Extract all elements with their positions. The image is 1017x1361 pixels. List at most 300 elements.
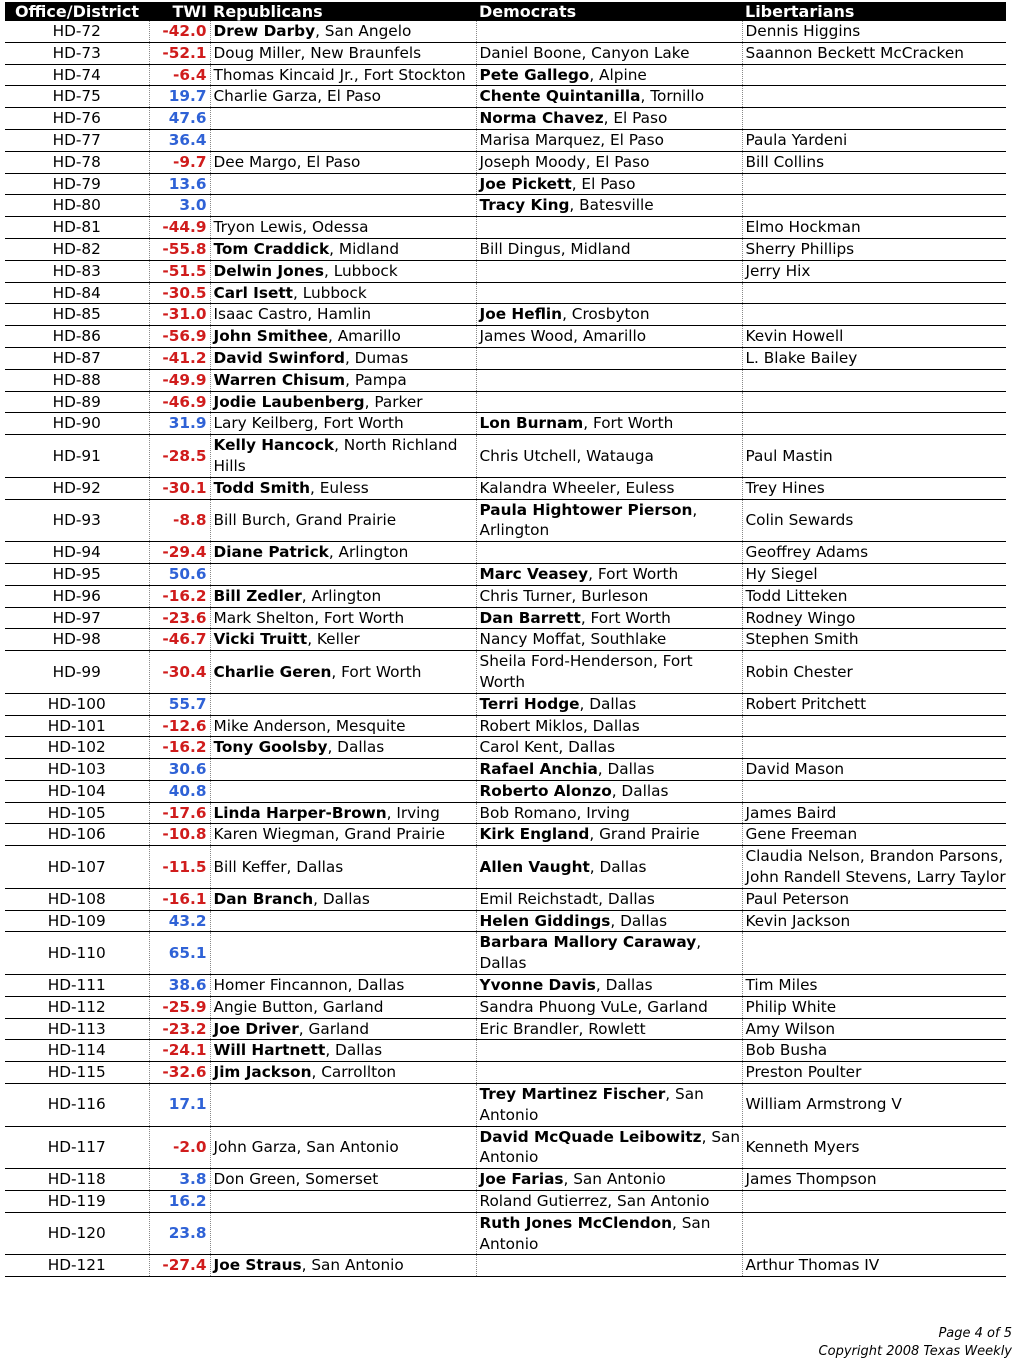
libertarian-cell: Kevin Jackson (742, 910, 1006, 932)
candidate-text: Thomas Kincaid Jr., Fort Stockton (213, 65, 466, 84)
district-cell: HD-113 (5, 1018, 149, 1040)
candidate-text: , Dallas (325, 1041, 383, 1060)
twi-cell: -17.6 (149, 802, 210, 824)
candidate-text: Isaac Castro, Hamlin (213, 305, 372, 324)
candidate-text: , Alpine (589, 65, 647, 84)
democrat-cell (476, 217, 742, 239)
district-cell: HD-89 (5, 391, 149, 413)
incumbent-name: Kirk England (479, 825, 590, 844)
incumbent-name: Paula Hightower Pierson (479, 500, 693, 519)
table-row (5, 1169, 1006, 1191)
republican-cell (210, 563, 476, 585)
district-cell: HD-100 (5, 693, 149, 715)
democrat-cell (476, 151, 742, 173)
district-cell: HD-103 (5, 759, 149, 781)
twi-cell: 50.6 (149, 563, 210, 585)
libertarian-cell: Dennis Higgins (742, 21, 1006, 42)
candidate-text: Charlie Garza, El Paso (213, 87, 381, 106)
democrat-cell (476, 477, 742, 499)
libertarian-cell (742, 64, 1006, 86)
district-cell: HD-102 (5, 737, 149, 759)
republican-cell (210, 932, 476, 975)
candidate-text: Bob Romano, Irving (479, 803, 630, 822)
republican-cell (210, 151, 476, 173)
twi-cell: -23.6 (149, 607, 210, 629)
candidate-text: , Dallas (589, 857, 647, 876)
district-cell: HD-112 (5, 996, 149, 1018)
district-cell: HD-114 (5, 1040, 149, 1062)
republican-cell (210, 1040, 476, 1062)
democrat-cell (476, 369, 742, 391)
republican-cell (210, 304, 476, 326)
democrat-cell (476, 1084, 742, 1127)
democrat-cell (476, 129, 742, 151)
twi-cell: -24.1 (149, 1040, 210, 1062)
candidate-text: Chris Turner, Burleson (479, 586, 649, 605)
candidate-text: , El Paso (571, 174, 636, 193)
incumbent-name: Chente Quintanilla (479, 87, 641, 106)
candidate-text: Dee Margo, El Paso (213, 152, 361, 171)
district-cell: HD-104 (5, 780, 149, 802)
district-cell: HD-82 (5, 238, 149, 260)
incumbent-name: Linda Harper-Brown (213, 803, 387, 822)
candidate-text: , Tornillo (640, 87, 705, 106)
incumbent-name: Ruth Jones McClendon (479, 1213, 672, 1232)
republican-cell (210, 846, 476, 889)
libertarian-cell: James Thompson (742, 1169, 1006, 1191)
democrat-cell (476, 304, 742, 326)
candidate-text: , Arlington (479, 500, 698, 540)
table-row (5, 1126, 1006, 1169)
republican-cell (210, 435, 476, 478)
democrat-cell (476, 996, 742, 1018)
table-row (5, 802, 1006, 824)
democrat-cell (476, 737, 742, 759)
republican-cell (210, 1018, 476, 1040)
libertarian-cell: James Baird (742, 802, 1006, 824)
libertarian-cell: Tim Miles (742, 975, 1006, 997)
democrat-cell (476, 693, 742, 715)
democrat-cell (476, 64, 742, 86)
incumbent-name: Joe Farias (479, 1170, 564, 1189)
republican-cell (210, 715, 476, 737)
libertarian-cell (742, 391, 1006, 413)
democrat-cell (476, 413, 742, 435)
table-row (5, 391, 1006, 413)
twi-cell: -27.4 (149, 1255, 210, 1277)
libertarian-cell: Bob Busha (742, 1040, 1006, 1062)
district-cell: HD-118 (5, 1169, 149, 1191)
democrat-cell (476, 1212, 742, 1255)
table-row (5, 217, 1006, 239)
district-cell: HD-94 (5, 542, 149, 564)
candidate-text: Karen Wiegman, Grand Prairie (213, 825, 446, 844)
twi-cell: -30.4 (149, 651, 210, 694)
libertarian-cell: Elmo Hockman (742, 217, 1006, 239)
republican-cell (210, 888, 476, 910)
district-cell: HD-87 (5, 347, 149, 369)
table-row (5, 932, 1006, 975)
democrat-cell (476, 1255, 742, 1277)
libertarian-cell (742, 1212, 1006, 1255)
page-number: Page 4 of 5 (938, 1326, 1012, 1341)
democrat-cell (476, 499, 742, 542)
header-democrats: Democrats (476, 2, 742, 21)
candidate-text: , Dallas (579, 694, 637, 713)
table-row (5, 693, 1006, 715)
libertarian-cell: Claudia Nelson, Brandon Parsons, John Randell Stevens, Larry Taylor (742, 846, 1006, 889)
table-row (5, 737, 1006, 759)
candidate-text: , Dallas (479, 933, 702, 973)
libertarian-cell: Robert Pritchett (742, 693, 1006, 715)
header-libertarians: Libertarians (742, 2, 1006, 21)
candidate-text: Nancy Moffat, Southlake (479, 630, 667, 649)
republican-cell (210, 1169, 476, 1191)
democrat-cell (476, 759, 742, 781)
twi-cell: -11.5 (149, 846, 210, 889)
district-cell: HD-108 (5, 888, 149, 910)
incumbent-name: Trey Martinez Fischer (479, 1085, 666, 1104)
twi-cell: -30.5 (149, 282, 210, 304)
district-cell: HD-117 (5, 1126, 149, 1169)
libertarian-cell (742, 108, 1006, 130)
candidate-text: Marisa Marquez, El Paso (479, 130, 664, 149)
candidate-text: Lary Keilberg, Fort Worth (213, 414, 404, 433)
incumbent-name: Joe Pickett (479, 174, 572, 193)
democrat-cell (476, 108, 742, 130)
democrat-cell (476, 86, 742, 108)
candidate-text: Doug Miller, New Braunfels (213, 43, 422, 62)
candidate-text: Kalandra Wheeler, Euless (479, 478, 675, 497)
twi-cell: -30.1 (149, 477, 210, 499)
twi-cell: 40.8 (149, 780, 210, 802)
candidate-text: , Dallas (597, 760, 655, 779)
district-cell: HD-78 (5, 151, 149, 173)
twi-cell: 19.7 (149, 86, 210, 108)
republican-cell (210, 542, 476, 564)
district-cell: HD-73 (5, 42, 149, 64)
twi-cell: 65.1 (149, 932, 210, 975)
democrat-cell (476, 238, 742, 260)
twi-cell: -2.0 (149, 1126, 210, 1169)
candidate-text: , Fort Worth (331, 662, 422, 681)
candidate-text: , Amarillo (327, 327, 401, 346)
republican-cell (210, 391, 476, 413)
candidate-text: , North Richland Hills (213, 436, 458, 475)
democrat-cell (476, 1040, 742, 1062)
twi-cell: -42.0 (149, 21, 210, 42)
table-row (5, 629, 1006, 651)
district-cell: HD-119 (5, 1191, 149, 1213)
table-row (5, 435, 1006, 478)
democrat-cell (476, 391, 742, 413)
candidate-text: , Lubbock (292, 283, 367, 302)
district-cell: HD-106 (5, 824, 149, 846)
libertarian-cell: David Mason (742, 759, 1006, 781)
democrat-cell (476, 326, 742, 348)
republican-cell (210, 996, 476, 1018)
incumbent-name: Dan Branch (213, 889, 314, 908)
twi-cell: -31.0 (149, 304, 210, 326)
incumbent-name: Yvonne Davis (479, 976, 596, 995)
incumbent-name: John Smithee (213, 327, 328, 346)
incumbent-name: Jodie Laubenberg (213, 392, 365, 411)
incumbent-name: Lon Burnam (479, 414, 584, 433)
libertarian-cell: Paula Yardeni (742, 129, 1006, 151)
incumbent-name: Diane Patrick (213, 543, 329, 562)
table-row (5, 86, 1006, 108)
republican-cell (210, 737, 476, 759)
republican-cell (210, 1062, 476, 1084)
district-cell: HD-95 (5, 563, 149, 585)
republican-cell (210, 42, 476, 64)
twi-cell: -44.9 (149, 217, 210, 239)
table-row (5, 910, 1006, 932)
twi-cell: -16.2 (149, 585, 210, 607)
incumbent-name: Vicki Truitt (213, 630, 308, 649)
table-row (5, 1062, 1006, 1084)
republican-cell (210, 21, 476, 42)
republican-cell (210, 195, 476, 217)
democrat-cell (476, 780, 742, 802)
twi-cell: 43.2 (149, 910, 210, 932)
candidate-text: Tryon Lewis, Odessa (213, 218, 369, 237)
candidate-text: , Dumas (344, 348, 409, 367)
libertarian-cell: Rodney Wingo (742, 607, 1006, 629)
district-cell: HD-85 (5, 304, 149, 326)
republican-cell (210, 173, 476, 195)
twi-cell: -8.8 (149, 499, 210, 542)
district-cell: HD-96 (5, 585, 149, 607)
republican-cell (210, 1126, 476, 1169)
twi-cell: -52.1 (149, 42, 210, 64)
twi-cell: 17.1 (149, 1084, 210, 1127)
candidate-text: , San Antonio (301, 1256, 404, 1275)
candidate-text: Joseph Moody, El Paso (479, 152, 650, 171)
twi-cell: -41.2 (149, 347, 210, 369)
table-row (5, 64, 1006, 86)
libertarian-cell: William Armstrong V (742, 1084, 1006, 1127)
candidate-text: Emil Reichstadt, Dallas (479, 889, 655, 908)
incumbent-name: Todd Smith (213, 478, 311, 497)
header-district: Office/District (5, 2, 149, 21)
incumbent-name: Joe Heflin (479, 305, 563, 324)
democrat-cell (476, 1062, 742, 1084)
twi-cell: -16.2 (149, 737, 210, 759)
twi-cell: -55.8 (149, 238, 210, 260)
republican-cell (210, 585, 476, 607)
candidate-text: Bill Burch, Grand Prairie (213, 510, 397, 529)
republican-cell (210, 802, 476, 824)
twi-cell: -46.7 (149, 629, 210, 651)
table-row (5, 846, 1006, 889)
table-row (5, 499, 1006, 542)
candidate-text: Mike Anderson, Mesquite (213, 716, 406, 735)
district-cell: HD-93 (5, 499, 149, 542)
district-cell: HD-83 (5, 260, 149, 282)
republican-cell (210, 369, 476, 391)
candidate-text: , Garland (298, 1019, 370, 1038)
district-cell: HD-72 (5, 21, 149, 42)
libertarian-cell: Amy Wilson (742, 1018, 1006, 1040)
republican-cell (210, 326, 476, 348)
incumbent-name: David McQuade Leibowitz (479, 1127, 702, 1146)
table-row (5, 975, 1006, 997)
twi-cell: -29.4 (149, 542, 210, 564)
libertarian-cell: Todd Litteken (742, 585, 1006, 607)
democrat-cell (476, 715, 742, 737)
candidate-text: , San Antonio (479, 1213, 711, 1253)
candidate-text: , San Antonio (479, 1085, 704, 1124)
twi-cell: 3.0 (149, 195, 210, 217)
democrat-cell (476, 846, 742, 889)
republican-cell (210, 693, 476, 715)
district-cell: HD-101 (5, 715, 149, 737)
libertarian-cell: Stephen Smith (742, 629, 1006, 651)
incumbent-name: Kelly Hancock (213, 436, 335, 455)
candidate-text: Angie Button, Garland (213, 997, 384, 1016)
table-row (5, 1191, 1006, 1213)
candidate-text: , Dallas (610, 911, 668, 930)
democrat-cell (476, 1191, 742, 1213)
republican-cell (210, 86, 476, 108)
republican-cell (210, 759, 476, 781)
twi-cell: 38.6 (149, 975, 210, 997)
twi-cell: -6.4 (149, 64, 210, 86)
democrat-cell (476, 802, 742, 824)
candidate-text: , Grand Prairie (589, 825, 700, 844)
district-cell: HD-98 (5, 629, 149, 651)
table-row (5, 195, 1006, 217)
district-cell: HD-116 (5, 1084, 149, 1127)
table-row (5, 1255, 1006, 1277)
table-row (5, 42, 1006, 64)
republican-cell (210, 607, 476, 629)
twi-cell: -9.7 (149, 151, 210, 173)
table-row (5, 542, 1006, 564)
table-row (5, 651, 1006, 694)
incumbent-name: Terri Hodge (479, 694, 580, 713)
candidate-text: John Garza, San Antonio (213, 1138, 399, 1157)
candidate-text: , Midland (329, 239, 400, 258)
district-cell: HD-91 (5, 435, 149, 478)
libertarian-cell: Saannon Beckett McCracken (742, 42, 1006, 64)
republican-cell (210, 260, 476, 282)
candidate-text: , Parker (364, 392, 423, 411)
republican-cell (210, 108, 476, 130)
district-cell: HD-86 (5, 326, 149, 348)
libertarian-cell: Trey Hines (742, 477, 1006, 499)
libertarian-cell: L. Blake Bailey (742, 347, 1006, 369)
table-row (5, 824, 1006, 846)
incumbent-name: David Swinford (213, 348, 345, 367)
democrat-cell (476, 888, 742, 910)
candidate-text: Chris Utchell, Watauga (479, 446, 654, 465)
republican-cell (210, 910, 476, 932)
district-cell: HD-107 (5, 846, 149, 889)
candidate-text: , San Antonio (563, 1170, 666, 1189)
table-row (5, 326, 1006, 348)
district-cell: HD-109 (5, 910, 149, 932)
libertarian-cell: Robin Chester (742, 651, 1006, 694)
libertarian-cell: Preston Poulter (742, 1062, 1006, 1084)
candidate-text: Homer Fincannon, Dallas (213, 976, 405, 995)
twi-cell: -49.9 (149, 369, 210, 391)
candidate-text: , Fort Worth (583, 414, 674, 433)
twi-cell: -23.2 (149, 1018, 210, 1040)
candidates-table (5, 2, 1006, 1277)
candidate-text: Bill Dingus, Midland (479, 239, 631, 258)
democrat-cell (476, 542, 742, 564)
libertarian-cell: Paul Mastin (742, 435, 1006, 478)
democrat-cell (476, 1169, 742, 1191)
republican-cell (210, 477, 476, 499)
democrat-cell (476, 21, 742, 42)
header-republicans: Republicans (210, 2, 476, 21)
header-twi: TWI (149, 2, 210, 21)
republican-cell (210, 238, 476, 260)
candidate-text: , Batesville (569, 196, 654, 215)
libertarian-cell (742, 86, 1006, 108)
democrat-cell (476, 932, 742, 975)
twi-cell: -28.5 (149, 435, 210, 478)
table-row (5, 996, 1006, 1018)
democrat-cell (476, 975, 742, 997)
democrat-cell (476, 173, 742, 195)
incumbent-name: Barbara Mallory Caraway (479, 933, 697, 952)
district-cell: HD-76 (5, 108, 149, 130)
libertarian-cell: Philip White (742, 996, 1006, 1018)
incumbent-name: Charlie Geren (213, 662, 332, 681)
candidate-text: , San Antonio (479, 1127, 741, 1167)
candidate-text: , Irving (386, 803, 440, 822)
table-row (5, 129, 1006, 151)
incumbent-name: Joe Driver (213, 1019, 299, 1038)
twi-cell: 36.4 (149, 129, 210, 151)
incumbent-name: Warren Chisum (213, 370, 346, 389)
district-cell: HD-111 (5, 975, 149, 997)
table-body (5, 21, 1006, 1277)
candidate-text: , Dallas (611, 781, 669, 800)
candidate-text: , Pampa (345, 370, 407, 389)
democrat-cell (476, 260, 742, 282)
republican-cell (210, 499, 476, 542)
candidate-text: , Euless (310, 478, 369, 497)
candidate-text: Don Green, Somerset (213, 1170, 379, 1189)
table-row (5, 282, 1006, 304)
table-row (5, 304, 1006, 326)
twi-cell: 16.2 (149, 1191, 210, 1213)
district-cell: HD-80 (5, 195, 149, 217)
district-cell: HD-92 (5, 477, 149, 499)
libertarian-cell (742, 932, 1006, 975)
table-row (5, 1018, 1006, 1040)
libertarian-cell (742, 413, 1006, 435)
table-row (5, 108, 1006, 130)
libertarian-cell (742, 780, 1006, 802)
table-row (5, 715, 1006, 737)
republican-cell (210, 629, 476, 651)
candidate-text: , Dallas (313, 889, 370, 908)
democrat-cell (476, 435, 742, 478)
incumbent-name: Pete Gallego (479, 65, 590, 84)
candidate-text: Robert Miklos, Dallas (479, 716, 640, 735)
democrat-cell (476, 910, 742, 932)
district-cell: HD-74 (5, 64, 149, 86)
candidate-text: , San Angelo (315, 22, 412, 40)
candidate-text: Bill Keffer, Dallas (213, 857, 344, 876)
table-row (5, 347, 1006, 369)
